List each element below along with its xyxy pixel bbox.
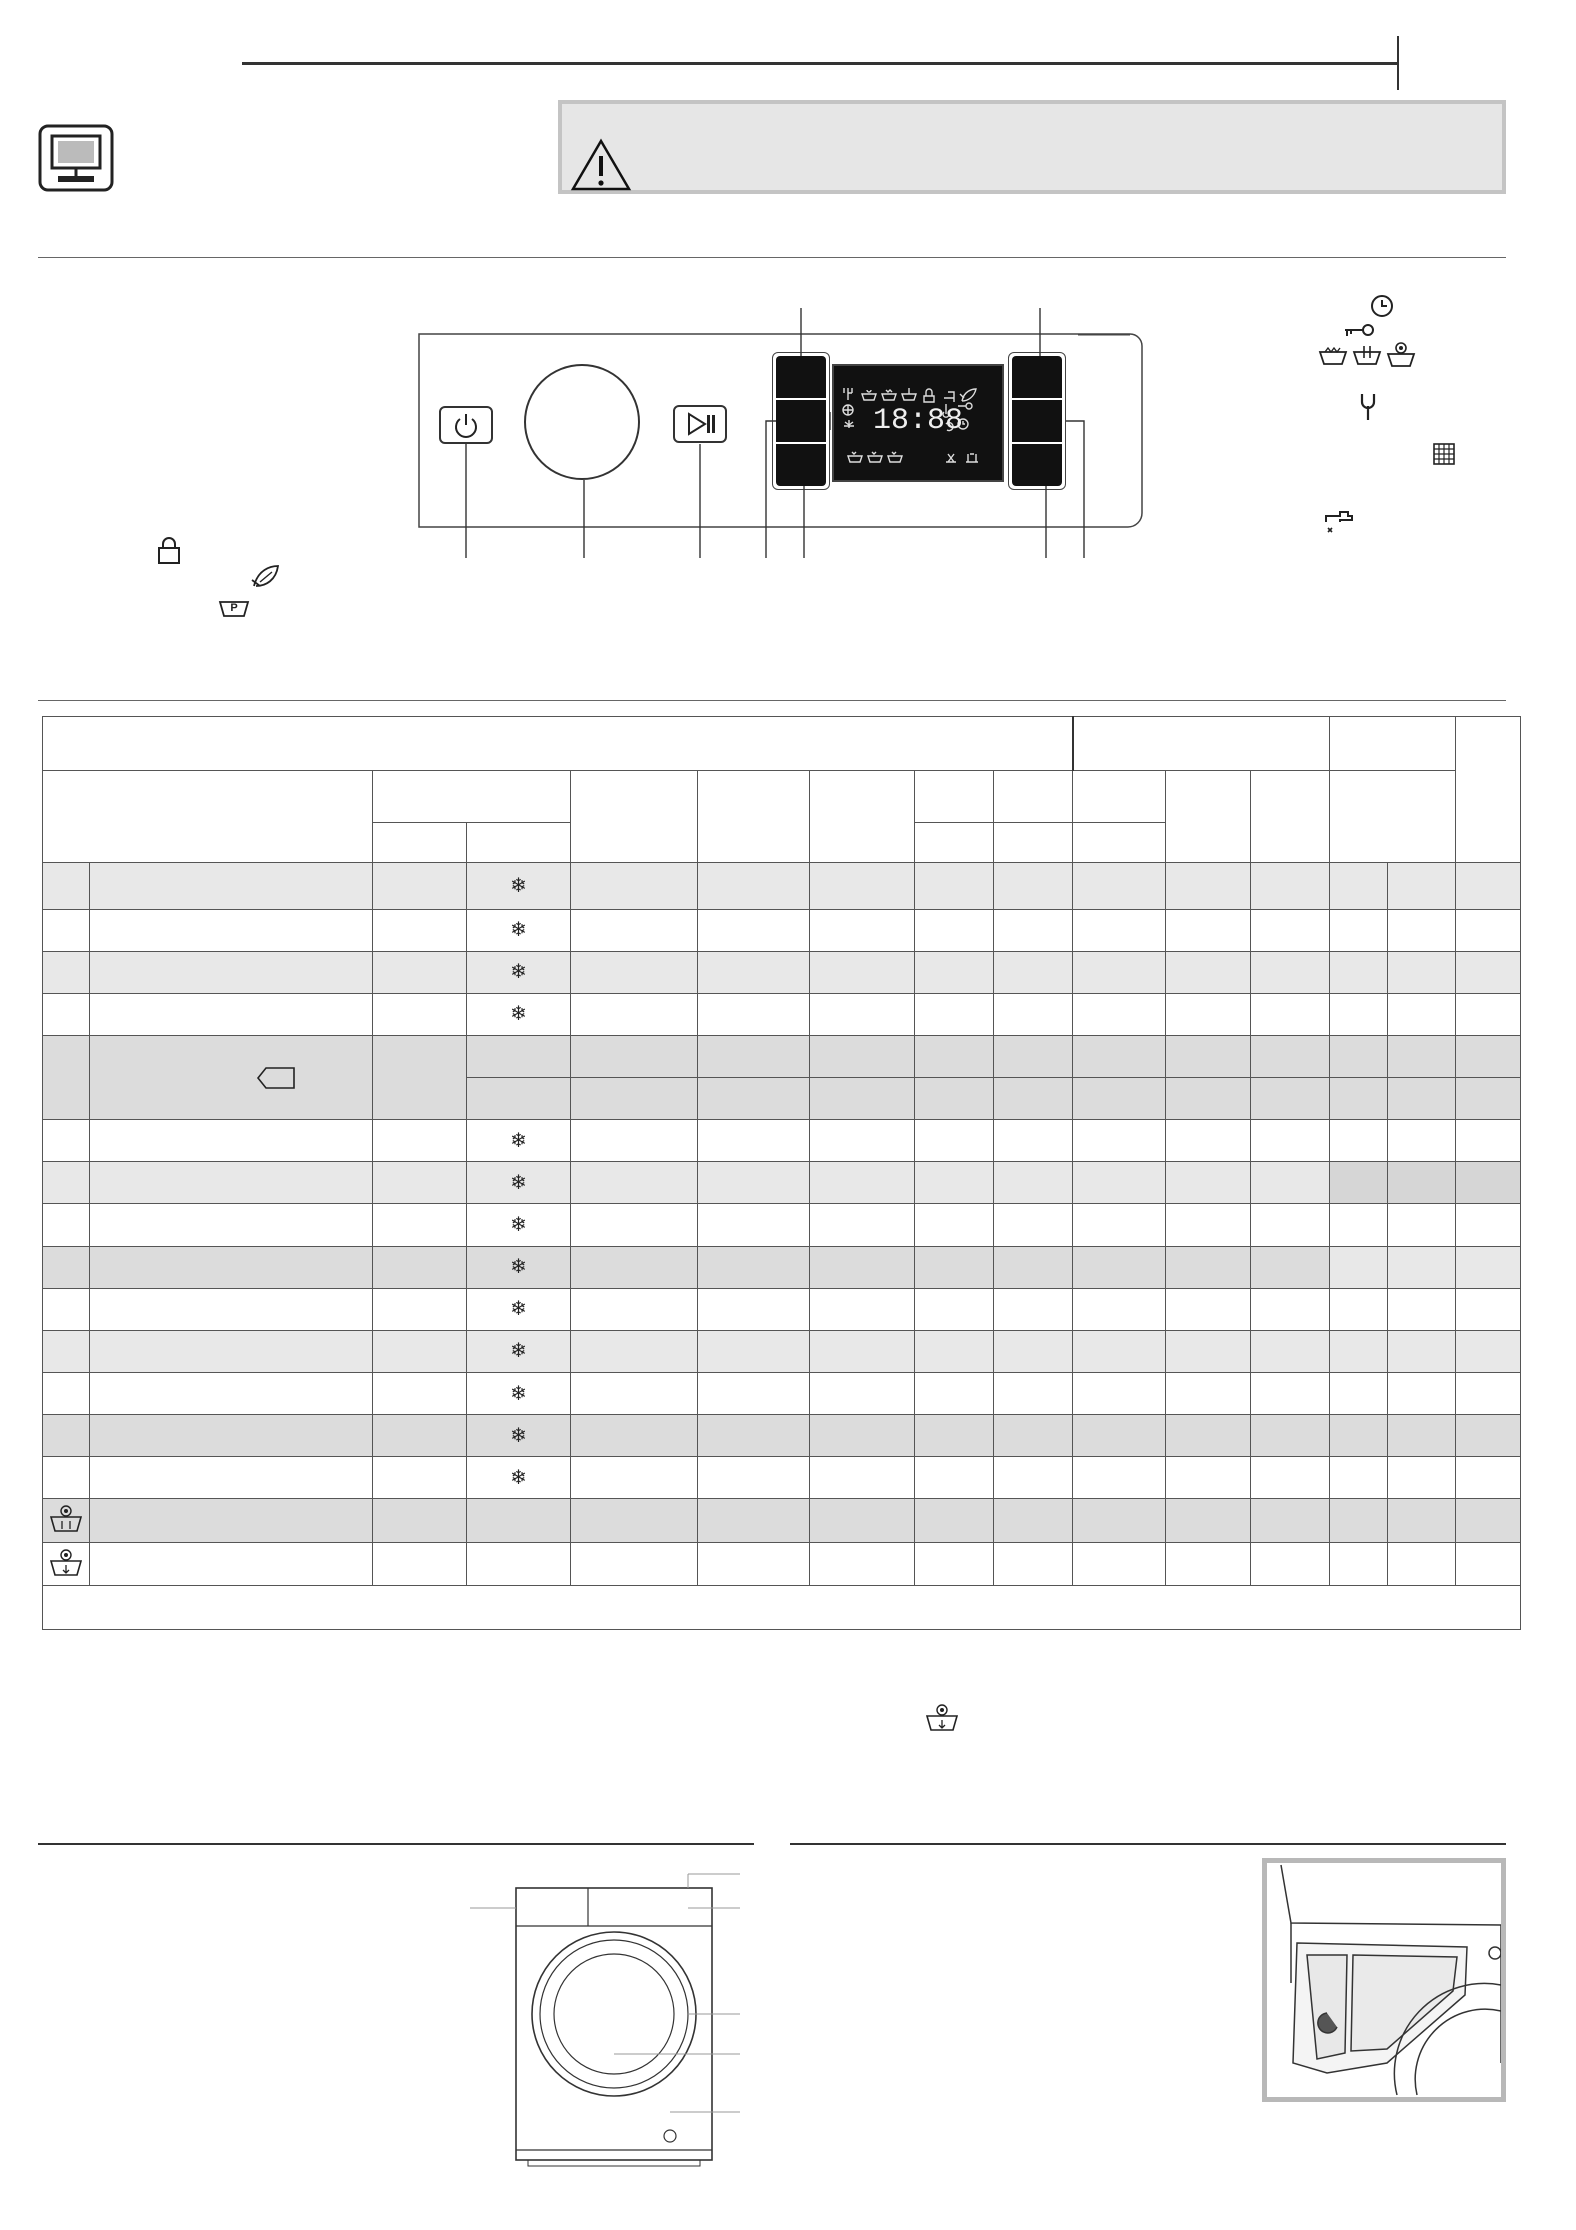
section-rule-4 — [790, 1843, 1506, 1845]
table-row — [43, 1499, 1521, 1543]
section-rule-2 — [38, 700, 1506, 701]
snowflake-icon: ❄ — [510, 1424, 527, 1447]
section-rule-3 — [38, 1843, 754, 1845]
header-cell — [571, 771, 698, 863]
table-row — [43, 1035, 1521, 1077]
tap-icon — [1322, 504, 1356, 536]
rinse-spin-icon — [48, 1503, 84, 1535]
table-footer-row — [43, 1585, 1521, 1629]
header-cell — [1330, 717, 1456, 771]
snowflake-icon: ❄ — [510, 1256, 527, 1279]
display-time: 18:88 — [872, 404, 964, 438]
lock-icon — [156, 536, 182, 566]
snowflake-icon: ❄ — [510, 1129, 527, 1152]
table-row — [43, 863, 1521, 909]
header-cell — [1456, 717, 1521, 863]
snowflake-icon: ❄ — [510, 961, 527, 984]
table-row — [43, 1120, 1521, 1162]
spin-drain-icon — [48, 1547, 84, 1579]
warning-triangle-icon — [570, 138, 632, 192]
wash-icon — [1318, 342, 1348, 368]
header-cell — [373, 823, 467, 863]
header-cell — [1166, 771, 1251, 863]
snowflake-icon: ❄ — [510, 1003, 527, 1026]
header-cell — [915, 771, 994, 823]
detergent-drawer-illustration — [1262, 1858, 1506, 2102]
service-wrench-icon — [1356, 392, 1380, 422]
spin-drain-icon — [924, 1702, 960, 1734]
monitor-icon — [38, 124, 114, 192]
table-row — [43, 951, 1521, 993]
table-row — [43, 1204, 1521, 1246]
snowflake-icon: ❄ — [510, 1171, 527, 1194]
top-rule-tick — [1397, 36, 1399, 90]
table-row — [43, 1415, 1521, 1457]
table-row — [43, 909, 1521, 951]
snowflake-icon: ❄ — [510, 1466, 527, 1489]
table-row — [43, 1162, 1521, 1204]
table-row — [43, 1330, 1521, 1372]
section-rule-1 — [38, 257, 1506, 258]
snowflake-icon: ❄ — [510, 1382, 527, 1405]
top-rule — [242, 62, 1398, 65]
header-cell — [373, 771, 571, 823]
header-cell — [467, 823, 571, 863]
snowflake-icon: ❄ — [510, 1298, 527, 1321]
table-row — [43, 1246, 1521, 1288]
table-header-row-2 — [43, 771, 1521, 823]
table-row — [43, 1288, 1521, 1330]
snowflake-icon: ❄ — [510, 875, 527, 898]
header-cell — [810, 771, 915, 863]
warning-box — [558, 100, 1506, 194]
rinse-icon — [1352, 342, 1382, 368]
table-row — [43, 1372, 1521, 1414]
svg-text:P: P — [230, 602, 238, 614]
table-row — [43, 1543, 1521, 1585]
tag-icon — [256, 1066, 296, 1090]
header-cell — [1073, 823, 1166, 863]
header-cell — [1251, 771, 1330, 863]
key-icon — [1342, 322, 1376, 340]
header-cell — [43, 717, 1073, 771]
snowflake-icon: ❄ — [510, 1340, 527, 1363]
header-cell — [915, 823, 994, 863]
snowflake-icon: ❄ — [510, 1214, 527, 1237]
prewash-icon — [218, 594, 250, 620]
table-header-row-1 — [43, 717, 1521, 771]
washing-machine-diagram — [470, 1870, 750, 2180]
header-cell — [994, 771, 1073, 823]
header-cell — [994, 823, 1073, 863]
snowflake-icon: ❄ — [510, 919, 527, 942]
eco-leaf-icon — [250, 562, 282, 590]
program-table — [42, 716, 1521, 1630]
delay-timer-icon — [1368, 292, 1396, 320]
header-cell — [43, 771, 373, 863]
spin-icon — [1386, 340, 1416, 368]
header-cell — [1073, 717, 1330, 771]
header-cell — [698, 771, 810, 863]
header-cell — [1073, 771, 1166, 823]
table-row — [43, 1457, 1521, 1499]
grid-icon — [1432, 442, 1456, 466]
table-row — [43, 993, 1521, 1035]
